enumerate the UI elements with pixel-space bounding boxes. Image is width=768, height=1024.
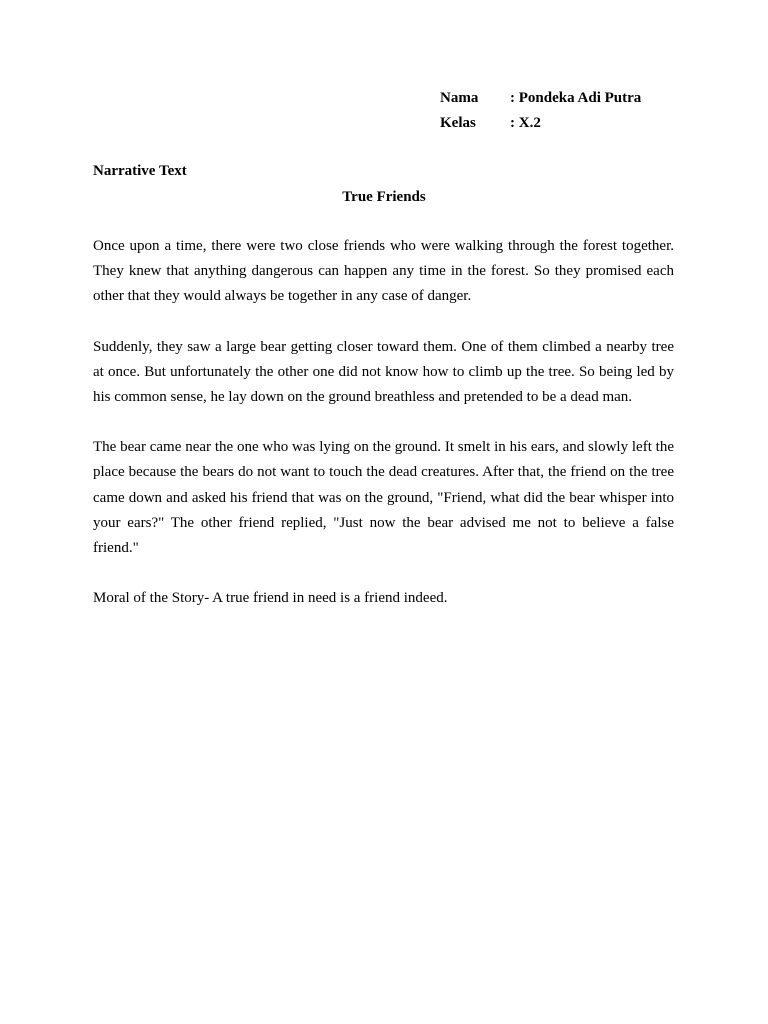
- name-label: Nama: [440, 90, 479, 106]
- class-value: : X.2: [510, 115, 541, 131]
- paragraph-bear-leaves: The bear came near the one who was lying on the ground. It smelt in his ears, and slowly left the place because the bears do not want to touch the dead creatures. After that, the friend on the tree came down and asked his friend that was on the ground, "Friend, what did the bear whisper into your ears?" The other friend replied, "Just now the bear advised me not to believe a false friend.": [93, 439, 674, 557]
- story-body: [93, 234, 674, 636]
- student-identity: [440, 86, 641, 136]
- paragraph-moral: Moral of the Story- A true friend in need is a friend indeed.: [93, 590, 448, 607]
- name-value: : Pondeka Adi Putra: [510, 90, 642, 106]
- class-label: Kelas: [440, 115, 476, 131]
- paragraph-opening: Once upon a time, there were two close friends who were walking through the forest together. They knew that anything dangerous can happen any time in the forest. So they promised each other that they would always be together in any case of danger.: [93, 238, 674, 305]
- name-row: [440, 86, 641, 111]
- story-title: True Friends: [342, 189, 426, 205]
- class-row: [440, 111, 641, 136]
- document-type-heading: Narrative Text: [93, 163, 187, 179]
- paragraph-bear-appears: Suddenly, they saw a large bear getting closer toward them. One of them climbed a nearby tree at once. But unfortunately the other one did not know how to climb up the tree. So being led by his common sense, he lay down on the ground breathless and pretended to be a dead man.: [93, 338, 674, 406]
